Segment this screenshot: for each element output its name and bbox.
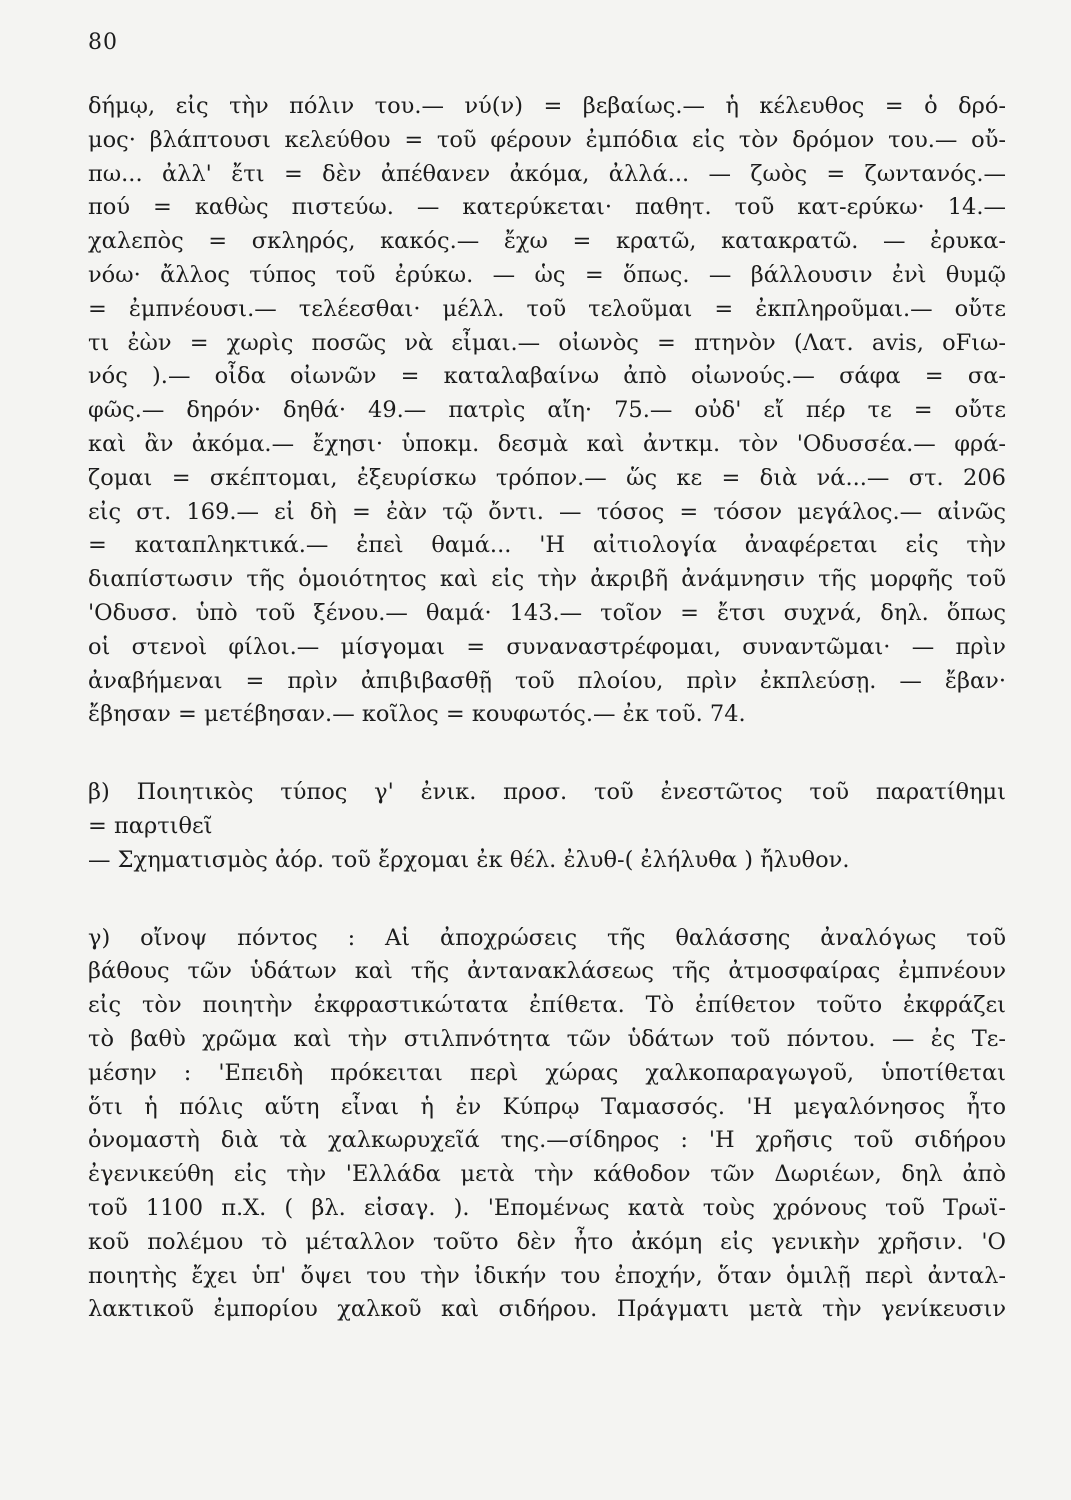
text-line: = καταπληκτικά.— ἐπεὶ θαμά... 'Η αἰτιολογία ἀναφέρεται εἰς τὴν bbox=[88, 532, 1006, 559]
spacer bbox=[88, 878, 1006, 922]
text-line: νός ).— οἶδα οἰωνῶν = καταλαβαίνω ἀπὸ οἰωνούς.— σάφα = σα- bbox=[88, 363, 1006, 390]
text-line: ἀναβήμεναι = πρὶν ἀπιβιβασθῇ τοῦ πλοίου, πρὶν ἐκπλεύσῃ. — ἔβαν· bbox=[88, 667, 1006, 694]
text-line: ἐγενικεύθη εἰς τὴν 'Ελλάδα μετὰ τὴν κάθοδον τῶν Δωριέων, δηλ ἀπὸ bbox=[88, 1161, 1006, 1188]
paragraph-beta bbox=[88, 776, 1006, 877]
text-line: τοῦ 1100 π.Χ. ( βλ. εἰσαγ. ). 'Επομένως κατὰ τοὺς χρόνους τοῦ Τρωϊ- bbox=[88, 1194, 1006, 1221]
text-line: τι ἐὼν = χωρὶς ποσῶς νὰ εἶμαι.— οἰωνὸς = πτηνὸν (Λατ. avis, oFιω- bbox=[88, 329, 1006, 356]
text-line: = ἐμπνέουσι.— τελέεσθαι· μέλλ. τοῦ τελοῦμαι = ἐκπληροῦμαι.— οὔτε bbox=[88, 295, 1006, 322]
text-line: νόω· ἄλλος τύπος τοῦ ἐρύκω. — ὡς = ὅπως. — βάλλουσιν ἐνὶ θυμῷ bbox=[88, 261, 1006, 288]
text-line: εἰς τὸν ποιητὴν ἐκφραστικώτατα ἐπίθετα. Τὸ ἐπίθετον τοῦτο ἐκφράζει bbox=[88, 992, 1006, 1019]
text-line: τὸ βαθὺ χρῶμα καὶ τὴν στιλπνότητα τῶν ὑδάτων τοῦ πόντου. — ἐς Τε- bbox=[88, 1025, 1006, 1052]
text-line: 'Οδυσσ. ὑπὸ τοῦ ξένου.— θαμά· 143.— τοῖον = ἔτσι συχνά, δηλ. ὅπως bbox=[88, 599, 1006, 626]
text-line: κοῦ πολέμου τὸ μέταλλον τοῦτο δὲν ἦτο ἀκόμη εἰς γενικὴν χρῆσιν. 'Ο bbox=[88, 1228, 1006, 1255]
text-line: καὶ ἂν ἀκόμα.— ἔχησι· ὑποκμ. δεσμὰ καὶ ἀντκμ. τὸν 'Οδυσσέα.— φρά- bbox=[88, 430, 1006, 457]
text-line: λακτικοῦ ἐμπορίου χαλκοῦ καὶ σιδήρου. Πράγματι μετὰ τὴν γενίκευσιν bbox=[88, 1296, 1006, 1323]
text-line: πω... ἀλλ' ἔτι = δὲν ἀπέθανεν ἀκόμα, ἀλλά... — ζωὸς = ζωντανός.— bbox=[88, 160, 1006, 187]
text-line: βάθους τῶν ὑδάτων καὶ τῆς ἀντανακλάσεως τῆς ἀτμοσφαίρας ἐμπνέουν bbox=[88, 958, 1006, 985]
text-line: δήμῳ, εἰς τὴν πόλιν του.— νύ(ν) = βεβαίως.— ἡ κέλευθος = ὁ δρό- bbox=[88, 93, 1006, 119]
text-line: μέσην : 'Επειδὴ πρόκειται περὶ χώρας χαλκοπαραγωγοῦ, ὑποτίθεται bbox=[88, 1059, 1006, 1086]
commentary-text bbox=[88, 90, 1006, 1327]
text-line: ζομαι = σκέπτομαι, ἐξευρίσκω τρόπον.— ὥς κε = διὰ νά...— στ. 206 bbox=[88, 464, 1006, 491]
text-line: γ) οἴνοψ πόντος : Αἱ ἀποχρώσεις τῆς θαλάσσης ἀναλόγως τοῦ bbox=[88, 924, 1006, 951]
paragraph-gamma bbox=[88, 922, 1006, 1328]
text-line: διαπίστωσιν τῆς ὁμοιότητος καὶ εἰς τὴν ἀκριβῆ ἀνάμνησιν τῆς μορφῆς τοῦ bbox=[88, 566, 1006, 593]
text-line: ποιητὴς ἔχει ὑπ' ὄψει του τὴν ἰδικήν του ἐποχήν, ὅταν ὁμιλῇ περὶ ἀνταλ- bbox=[88, 1262, 1006, 1289]
text-line: μος· βλάπτουσι κελεύθου = τοῦ φέρουν ἐμπόδια εἰς τὸν δρόμον του.— οὔ- bbox=[88, 126, 1006, 153]
text-line: εἰς στ. 169.— εἰ δὴ = ἐὰν τῷ ὄντι. — τόσος = τόσον μεγάλος.— αἰνῶς bbox=[88, 498, 1006, 525]
text-line: χαλεπὸς = σκληρός, κακός.— ἔχω = κρατῶ, κατακρατῶ. — ἐρυκα- bbox=[88, 228, 1006, 255]
paragraph-glosses bbox=[88, 90, 1006, 732]
spacer bbox=[88, 732, 1006, 776]
text-line: — Σχηματισμὸς ἀόρ. τοῦ ἔρχομαι ἐκ θέλ. ἐλυθ-( ἐλήλυθα ) ἤλυθον. bbox=[88, 846, 850, 873]
text-line: οἱ στενοὶ φίλοι.— μίσγομαι = συναναστρέφομαι, συναντῶμαι· — πρὶν bbox=[88, 633, 1006, 660]
text-line: φῶς.— δηρόν· δηθά· 49.— πατρὶς αἴη· 75.— οὐδ' εἴ πέρ τε = οὔτε bbox=[88, 397, 1006, 424]
page-number: 80 bbox=[88, 30, 118, 55]
text-line: = παρτιθεῖ bbox=[88, 812, 213, 839]
text-line: β) Ποιητικὸς τύπος γ' ἐνικ. προσ. τοῦ ἐνεστῶτος τοῦ παρατίθημι bbox=[88, 779, 1006, 806]
text-line: ὅτι ἡ πόλις αὕτη εἶναι ἡ ἐν Κύπρῳ Ταμασσός. 'Η μεγαλόνησος ἦτο bbox=[88, 1093, 1006, 1120]
text-line: πού = καθὼς πιστεύω. — κατερύκεται· παθητ. τοῦ κατ-ερύκω· 14.— bbox=[88, 194, 1006, 221]
text-line: ἔβησαν = μετέβησαν.— κοῖλος = κουφωτός.— ἐκ τοῦ. 74. bbox=[88, 701, 746, 728]
text-line: ὀνομαστὴ διὰ τὰ χαλκωρυχεῖά της.—σίδηρος : 'Η χρῆσις τοῦ σιδήρου bbox=[88, 1127, 1006, 1154]
